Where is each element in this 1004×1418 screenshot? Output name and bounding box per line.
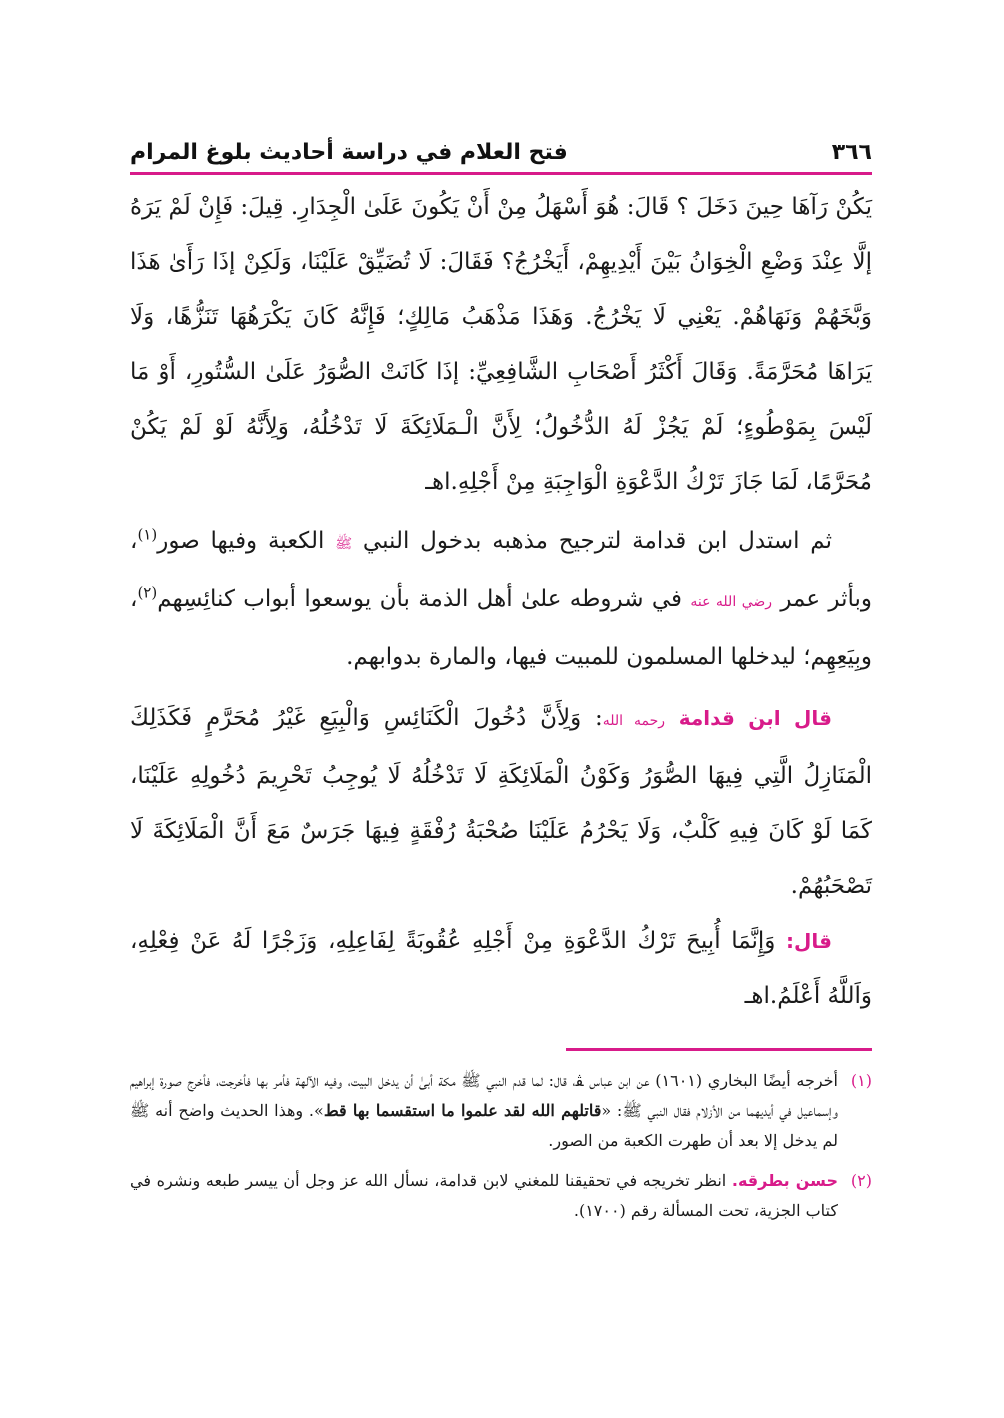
text-segment: ثم استدل ابن قدامة لترجيح مذهبه بدخول النبي xyxy=(362,528,833,554)
page-header xyxy=(130,130,872,174)
paragraph-closing-quote xyxy=(130,914,872,1024)
footnote-number: (٢) xyxy=(850,1171,872,1190)
footnotes-section xyxy=(130,1066,872,1236)
footnote-text: ». وهذا الحديث واضح أنه ﷺ لم يدخل إلا بعد أن طهرت الكعبة من الصور. xyxy=(130,1101,838,1150)
radiyallahu-honorific: رضي الله عنه xyxy=(690,594,773,610)
footnote-text: انظر تخريجه في تحقيقنا للمغني لابن قدامة، نسأل الله عز وجل أن ييسر طبعه ونشره في كتاب الجزية، تحت المسألة رقم (١٧٠٠). xyxy=(130,1171,838,1220)
footnote-1 xyxy=(130,1066,872,1156)
footnote-text: أخرجه أيضًا البخاري (١٦٠١) عن ابن عباس ﭭ، قال: لما قدم النبي ﷺ مكة أبىٰ أن يدخل البيت، وفيه الآلهة فأمر بها فأخرجت، فأخرج صورة إبراهيم وإسماعيل في أيديهما من الأزلام فقال النبي ﷺ: « xyxy=(130,1071,839,1120)
book-title: فتح العلام في دراسة أحاديث بلوغ المرام xyxy=(130,139,568,165)
paragraph-ibn-qudama-quote xyxy=(130,691,872,914)
footnote-divider xyxy=(566,1048,872,1051)
text-segment: ، وبأثر عمر xyxy=(130,528,873,612)
paragraph-ibn-qudama-evidence xyxy=(130,514,872,685)
footnote-number: (١) xyxy=(850,1071,872,1090)
speaker-label: قال ابن قدامة xyxy=(678,706,833,730)
salutation-honorific: ﷺ xyxy=(335,536,353,552)
footnote-2 xyxy=(130,1166,872,1226)
page-number: ٣٦٦ xyxy=(831,139,872,165)
rahimahullah-honorific: رحمه الله xyxy=(602,713,665,729)
speaker-label: قال: xyxy=(786,929,832,953)
hadith-quote: قاتلهم الله لقد علموا ما استقسما بها قط xyxy=(323,1101,602,1120)
header-divider xyxy=(130,172,872,175)
main-text xyxy=(130,180,872,1024)
hadith-grade: حسن بطرقه. xyxy=(731,1171,838,1190)
quote-text: وَإِنَّمَا أُبِيحَ تَرْكُ الدَّعْوَةِ مِنْ أَجْلِهِ عُقُوبَةً لِفَاعِلِهِ، وَزَجْرًا لَهُ عَنْ فِعْلِهِ، وَاَللَّهُ أَعْلَمُ.اهـ xyxy=(130,928,872,1009)
text-segment: الكعبة وفيها صور xyxy=(157,528,325,554)
paragraph-quote-continuation: يَكُنْ رَآهَا حِينَ دَخَلَ ؟ قَالَ: هُوَ أَسْهَلُ مِنْ أَنْ يَكُونَ عَلَىٰ الْجِدَارِ. قِيلَ: فَإِنْ لَمْ يَرَهُ إلَّا عِنْدَ وَضْعِ الْخِوَانُ بَيْنَ أَيْدِيهِمْ، أَيَخْرُجُ؟ فَقَالَ: لَا تُضَيِّقْ عَلَيْنَا، وَلَكِنْ إذَا رَأَىٰ هَذَا وَبَّخَهُمْ وَنَهَاهُمْ. يَعْنِي لَا يَخْرُجُ. وَهَذَا مَذْهَبُ مَالِكٍ؛ فَإِنَّهُ كَانَ يَكْرَهُهَا تَنَزُّهًا، وَلَا يَرَاهَا مُحَرَّمَةً. وَقَالَ أَكْثَرُ أَصْحَابِ الشَّافِعِيِّ: إذَا كَانَتْ الصُّوَرُ عَلَىٰ السُّتُورِ، أَوْ مَا لَيْسَ بِمَوْطُوءٍ؛ لَمْ يَجُزْ لَهُ الدُّخُولُ؛ لِأَنَّ الْـمَلَائِكَةَ لَا تَدْخُلُهُ، وَلِأَنَّهُ لَوْ لَمْ يَكُنْ مُحَرَّمًا، لَمَا جَازَ تَرْكُ الدَّعْوَةِ الْوَاجِبَةِ مِنْ أَجْلِهِ.اهـ xyxy=(130,194,872,495)
text-segment: ، وبِيَعِهِم؛ ليدخلها المسلمون للمبيت فيها، والمارة بدوابهم. xyxy=(130,586,872,670)
quote-text: : وَلِأَنَّ دُخُولَ الْكَنَائِسِ وَالْبِيَعِ غَيْرُ مُحَرَّمٍ فَكَذَلِكَ الْمَنَازِلُ الَّتِي فِيهَا الصُّوَرُ وَكَوْنُ الْمَلَائِكَةِ لَا تَدْخُلُهُ لَا يُوجِبُ تَحْرِيمَ دُخُولِهِ عَلَيْنَا، كَمَا لَوْ كَانَ فِيهِ كَلْبٌ، وَلَا يَحْرُمُ عَلَيْنَا صُحْبَةُ رُفْقَةٍ فِيهَا جَرَسٌ مَعَ أَنَّ الْمَلَائِكَةَ لَا تَصْحَبُهُمْ. xyxy=(130,705,872,899)
footnote-ref-1[interactable]: (١) xyxy=(137,525,158,544)
text-segment: في شروطه علىٰ أهل الذمة بأن يوسعوا أبواب كنائِسِهم xyxy=(157,586,683,612)
footnote-ref-2[interactable]: (٢) xyxy=(137,583,158,602)
